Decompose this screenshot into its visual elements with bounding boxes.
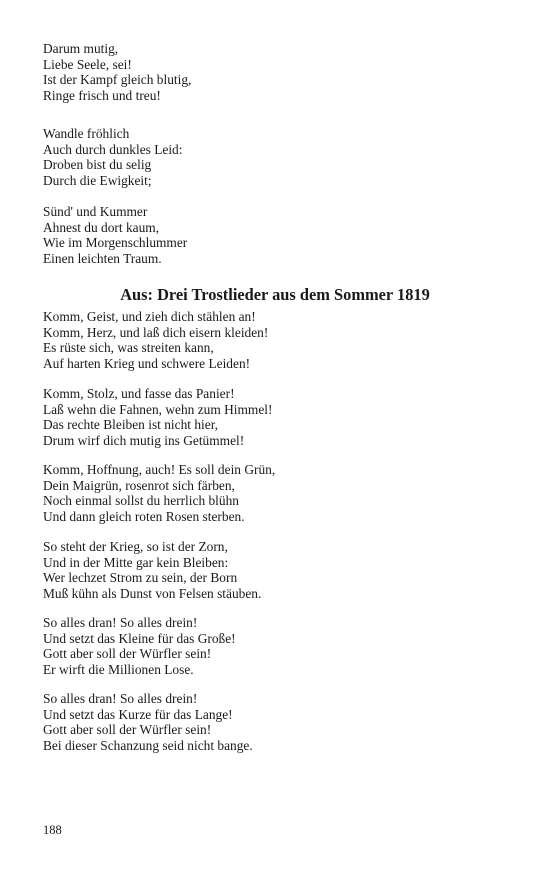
verse-line: Und setzt das Kurze für das Lange! [43, 706, 233, 722]
poem-stanza [43, 386, 272, 448]
verse-line: Auf harten Krieg und schwere Leiden! [43, 355, 251, 371]
poem-title: Aus: Drei Trostlieder aus dem Sommer 1819 [120, 285, 430, 304]
verse-line: Droben bist du selig [43, 157, 152, 173]
verse-line: So steht der Krieg, so ist der Zorn, [43, 539, 228, 554]
verse-line: Sünd' und Kummer [43, 204, 148, 219]
poem-stanza [43, 41, 191, 103]
verse-line: Komm, Hoffnung, auch! Es soll dein Grün, [43, 462, 276, 477]
poem-stanza [43, 204, 187, 266]
verse-line: Auch durch dunkles Leid: [43, 141, 183, 157]
verse-line: Ahnest du dort kaum, [43, 219, 160, 235]
verse-line: Dein Maigrün, rosenrot sich färben, [43, 477, 235, 493]
verse-line: Und dann gleich roten Rosen sterben. [43, 508, 245, 524]
poem-stanza [43, 462, 275, 524]
verse-line: So alles dran! So alles drein! [43, 691, 198, 706]
verse-line: Wandle fröhlich [43, 126, 130, 141]
page-number: 188 [43, 823, 62, 837]
verse-line: So alles dran! So alles drein! [43, 615, 198, 630]
verse-line: Und setzt das Kleine für das Große! [43, 630, 236, 646]
verse-line: Darum mutig, [43, 41, 119, 56]
poem-stanza [43, 309, 268, 371]
verse-line: Komm, Stolz, und fasse das Panier! [43, 386, 235, 401]
poem-stanza [43, 691, 253, 753]
verse-line: Wer lechzet Strom zu sein, der Born [43, 570, 238, 586]
verse-line: Das rechte Bleiben ist nicht hier, [43, 417, 218, 433]
verse-line: Gott aber soll der Würfler sein! [43, 646, 212, 662]
verse-line: Komm, Herz, und laß dich eisern kleiden! [43, 324, 269, 340]
verse-line: Laß wehn die Fahnen, wehn zum Himmel! [43, 401, 273, 417]
verse-line: Liebe Seele, sei! [43, 56, 132, 72]
verse-line: Drum wirf dich mutig ins Getümmel! [43, 432, 245, 448]
poem-stanza [43, 615, 236, 677]
verse-line: Komm, Geist, und zieh dich stählen an! [43, 309, 256, 324]
poem-stanza [43, 126, 182, 188]
verse-line: Ist der Kampf gleich blutig, [43, 72, 192, 88]
poem-stanza [43, 539, 261, 601]
verse-line: Bei dieser Schanzung seid nicht bange. [43, 737, 253, 753]
verse-line: Muß kühn als Dunst von Felsen stäuben. [43, 585, 262, 601]
verse-line: Einen leichten Traum. [43, 250, 162, 266]
verse-line: Wie im Morgenschlummer [43, 235, 188, 251]
verse-line: Ringe frisch und treu! [43, 87, 161, 103]
verse-line: Noch einmal sollst du herrlich blühn [43, 493, 239, 509]
verse-line: Er wirft die Millionen Lose. [43, 661, 194, 677]
verse-line: Gott aber soll der Würfler sein! [43, 722, 212, 738]
verse-line: Und in der Mitte gar kein Bleiben: [43, 554, 229, 570]
verse-line: Durch die Ewigkeit; [43, 172, 152, 188]
verse-line: Es rüste sich, was streiten kann, [43, 340, 214, 356]
